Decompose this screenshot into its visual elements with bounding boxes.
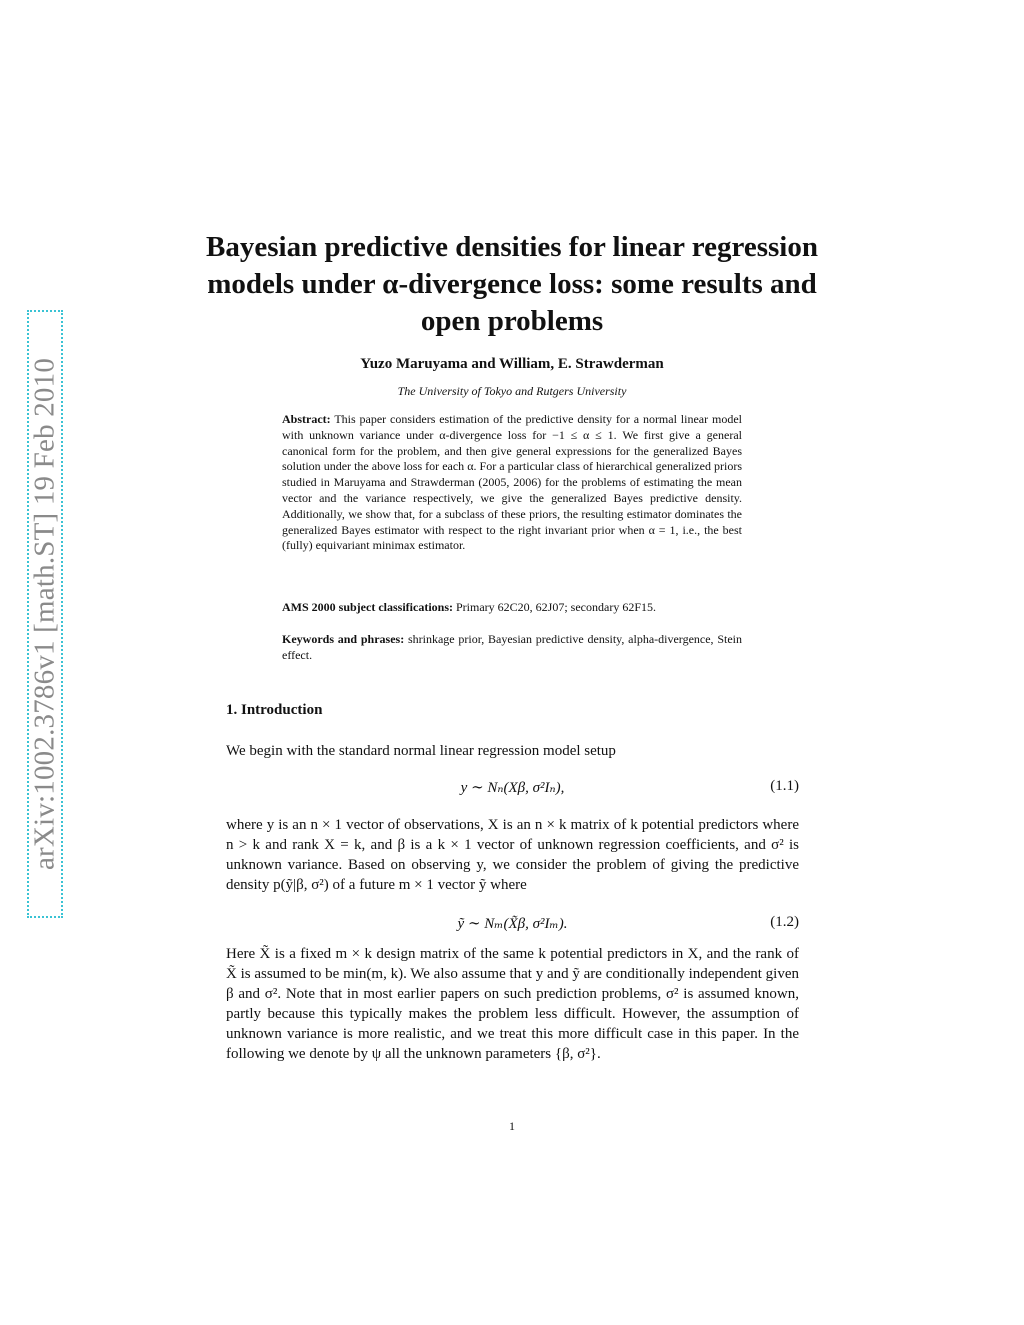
keywords-text: shrinkage prior, Bayesian predictive density, alpha-divergence, Stein effect.	[282, 632, 742, 662]
intro-paragraph-1: We begin with the standard normal linear regression model setup	[226, 743, 616, 759]
author-affiliation: The University of Tokyo and Rutgers University	[397, 384, 627, 398]
intro-paragraph-2: where y is an n × 1 vector of observations, X is an n × k matrix of k potential predictors where n > k and rank X = k, and β is a k × 1 vector of unknown regression coefficients, and σ² is unknown variance. Based on observing y, we consider the problem of giving the predictive density p(ỹ|β, σ²) of a future m × 1 vector ỹ where	[226, 817, 799, 893]
page-number: 1	[509, 1119, 515, 1133]
ams-text: Primary 62C20, 62J07; secondary 62F15.	[456, 600, 656, 614]
equation-1-1-body: y ∼ Nₙ(Xβ, σ²Iₙ),	[460, 780, 565, 796]
equation-1-1-number: (1.1)	[770, 778, 799, 794]
arxiv-stamp	[27, 310, 63, 918]
ams-classification	[282, 600, 742, 616]
ams-label: AMS 2000 subject classifications:	[282, 600, 453, 614]
abstract-label: Abstract:	[282, 412, 331, 426]
equation-1-2-body: ỹ ∼ Nₘ(X̃β, σ²Iₘ).	[457, 916, 568, 932]
arxiv-identifier: arXiv:1002.3786v1 [math.ST] 19 Feb 2010	[28, 357, 61, 871]
equation-1-2	[226, 914, 799, 936]
equation-1-2-number: (1.2)	[770, 914, 799, 930]
section-heading-introduction: 1. Introduction	[226, 702, 323, 718]
paper-authors: Yuzo Maruyama and William, E. Strawderman	[360, 356, 664, 372]
keywords	[282, 632, 742, 664]
keywords-label: Keywords and phrases:	[282, 632, 405, 646]
abstract	[282, 412, 742, 554]
intro-paragraph-3: Here X̃ is a fixed m × k design matrix of the same k potential predictors in X, and the rank of X̃ is assumed to be min(m, k). We also assume that y and ỹ are conditionally independent given β and σ². Note that in most earlier papers on such prediction problems, σ² is assumed known, partly because this typically makes the problem less difficult. However, the assumption of unknown variance is more realistic, and we treat this more difficult case in this paper. In the following we denote by ψ all the unknown parameters {β, σ²}.	[226, 946, 799, 1062]
paper-title: Bayesian predictive densities for linear regression models under α-divergence loss: some results and open problems	[206, 231, 818, 337]
equation-1-1	[226, 778, 799, 800]
abstract-text: This paper considers estimation of the predictive density for a normal linear model with unknown variance under α-divergence loss for −1 ≤ α ≤ 1. We first give a general canonical form for the problem, and then give general expressions for the generalized Bayes solution under the above loss for each α. For a particular class of hierarchical generalized priors studied in Maruyama and Strawderman (2005, 2006) for the problems of estimating the mean vector and the variance respectively, we give the generalized Bayes predictive density. Additionally, we show that, for a subclass of these priors, the resulting estimator dominates the generalized Bayes estimator with respect to the right invariant prior when α = 1, i.e., the best (fully) equivariant minimax estimator.	[282, 412, 742, 553]
